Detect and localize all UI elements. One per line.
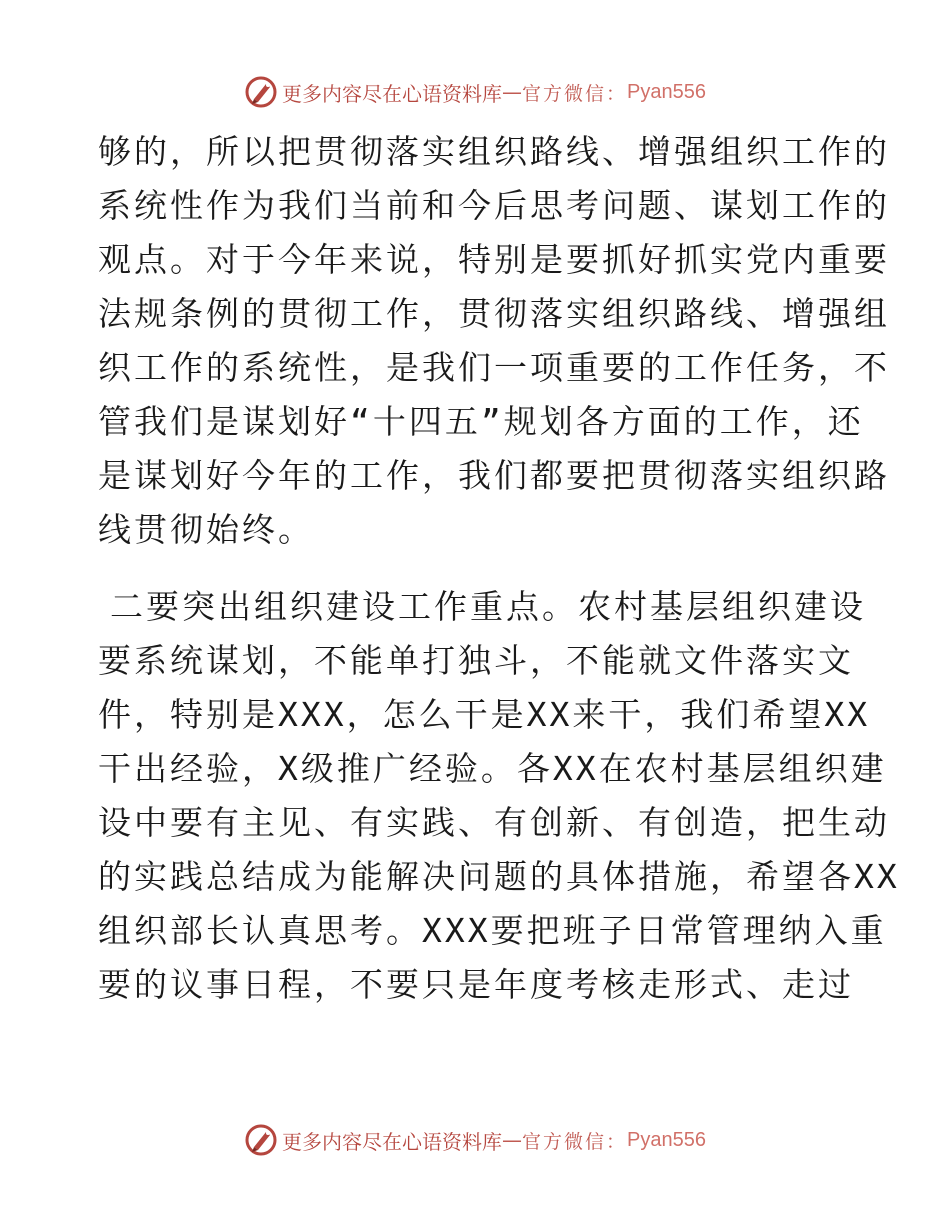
- text-line: 系统性作为我们当前和今后思考问题、谋划工作的: [98, 186, 890, 225]
- paragraph-gap: [98, 557, 878, 580]
- text-line: 法规条例的贯彻工作，贯彻落实组织路线、增强组: [98, 294, 890, 333]
- pen-circle-icon: [244, 1123, 278, 1157]
- text-line: 要的议事日程，不要只是年度考核走形式、走过: [98, 965, 854, 1004]
- footer-brand: 更多内容尽在心语资料库: [282, 1129, 502, 1154]
- header-separator: —: [502, 80, 522, 104]
- text-line: 干出经验，X级推广经验。各XX在农村基层组织建: [98, 749, 887, 788]
- text-line: 的实践总结成为能解决问题的具体措施，希望各XX: [98, 857, 900, 896]
- footer-separator: —: [502, 1128, 522, 1152]
- text-line: 要系统谋划，不能单打独斗，不能就文件落实文: [98, 641, 854, 680]
- header-banner: [0, 70, 950, 114]
- text-line: 够的，所以把贯彻落实组织路线、增强组织工作的: [98, 132, 890, 171]
- paragraph-2: [98, 580, 900, 1012]
- text-line: 线贯彻始终。: [98, 510, 314, 549]
- footer-wechat-id: Pyan556: [627, 1128, 706, 1151]
- text-line: 件，特别是XXX，怎么干是XX来干，我们希望XX: [98, 695, 871, 734]
- text-line: 组织部长认真思考。XXX要把班子日常管理纳入重: [98, 911, 887, 950]
- document-body: [98, 125, 900, 1012]
- pen-circle-icon: [244, 75, 278, 109]
- text-line: 设中要有主见、有实践、有创新、有创造，把生动: [98, 803, 890, 842]
- paragraph-1: [98, 125, 890, 557]
- header-brand: 更多内容尽在心语资料库: [282, 81, 502, 106]
- header-official: 官方微信：: [522, 82, 628, 105]
- footer-banner: [0, 1118, 950, 1162]
- footer-official: 官方微信：: [522, 1130, 628, 1153]
- header-wechat-id: Pyan556: [627, 80, 706, 103]
- text-line: 二要突出组织建设工作重点。农村基层组织建设: [110, 587, 866, 626]
- text-line: 是谋划好今年的工作，我们都要把贯彻落实组织路: [98, 456, 890, 495]
- text-line: 管我们是谋划好“十四五”规划各方面的工作，还: [98, 402, 864, 441]
- text-line: 观点。对于今年来说，特别是要抓好抓实党内重要: [98, 240, 890, 279]
- text-line: 织工作的系统性，是我们一项重要的工作任务，不: [98, 348, 890, 387]
